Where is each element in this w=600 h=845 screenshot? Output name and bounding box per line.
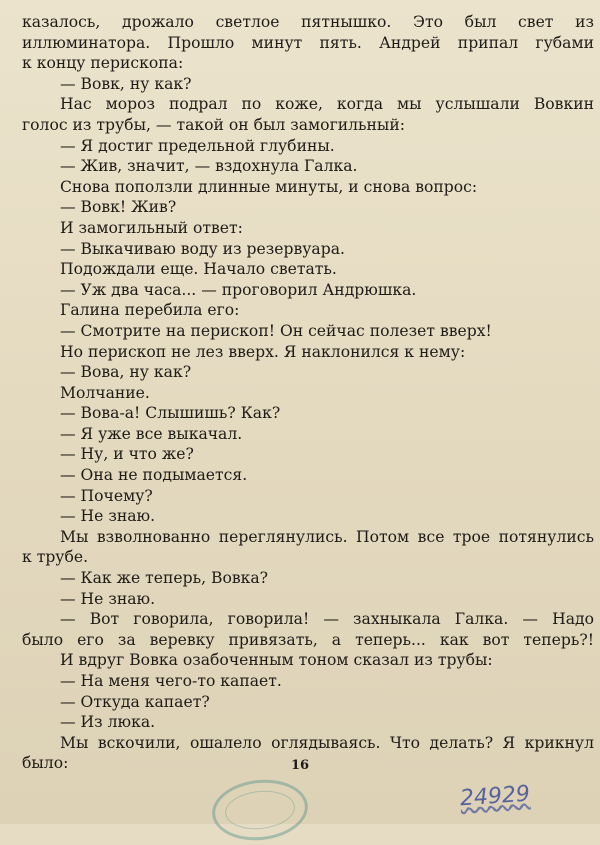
text-line: — Я достиг предельной глубины. [60, 136, 335, 155]
text-line: И вдруг Вовка озабоченным тоном сказал из трубы: [60, 651, 493, 670]
text-line: — Вовк, ну как? [60, 74, 192, 93]
text-line: Нас мороз подрал по коже, когда мы услышали Вовкин [60, 95, 594, 114]
library-stamp-inner-ring [223, 787, 297, 832]
text-line: — Ну, и что же? [60, 445, 194, 464]
text-line: Мы взволнованно переглянулись. Потом все трое потянулись [60, 527, 594, 546]
text-line: — Она не подымается. [60, 466, 248, 485]
text-line: было его за веревку привязать, а теперь... как вот теперь?! [22, 630, 594, 649]
page-number: 16 [290, 758, 310, 773]
text-line: к концу перископа: [22, 54, 184, 73]
library-stamp [209, 775, 311, 845]
text-line: к трубе. [22, 548, 89, 567]
text-line: — Вовк! Жив? [60, 198, 177, 217]
text-line: — Из люка. [60, 713, 156, 732]
text-line: — Выкачиваю воду из резервуара. [60, 239, 345, 258]
text-line: — Не знаю. [60, 507, 156, 526]
text-line: — Я уже все выкачал. [60, 424, 243, 443]
text-line: Галина перебила его: [60, 301, 240, 320]
text-line: — Вова, ну как? [60, 363, 192, 382]
text-line: — Смотрите на перископ! Он сейчас полезет вверх! [60, 321, 492, 340]
body-text [22, 12, 594, 774]
text-line: Но перископ не лез вверх. Я наклонился к нему: [60, 342, 466, 361]
text-line: — Вова-а! Слышишь? Как? [60, 404, 281, 423]
text-line: Снова поползли длинные минуты, и снова вопрос: [60, 177, 478, 196]
text-line: было: [22, 754, 69, 773]
text-line: Молчание. [60, 383, 150, 402]
text-line: — На меня чего-то капает. [60, 672, 282, 690]
text-line: Подождали еще. Начало светать. [60, 260, 337, 279]
text-line: иллюминатора. Прошло минут пять. Андрей припал губами [22, 33, 594, 52]
text-line: — Почему? [60, 486, 153, 505]
text-line: — Как же теперь, Вовка? [60, 569, 269, 588]
text-line: голос из трубы, — такой он был замогильный: [22, 115, 405, 134]
text-line: — Откуда капает? [60, 692, 210, 711]
inventory-mark: 24929 [459, 781, 531, 812]
text-line: — Вот говорила, говорила! — захныкала Галка. — Надо [60, 610, 594, 629]
text-line: — Не знаю. [60, 589, 156, 608]
text-line: И замогильный ответ: [60, 218, 243, 237]
text-line: — Жив, значит, — вздохнула Галка. [60, 157, 358, 176]
text-line: казалось, дрожало светлое пятнышко. Это был свет из [22, 13, 594, 31]
text-line: — Уж два часа... — проговорил Андрюшка. [60, 280, 417, 299]
text-line: Мы вскочили, ошалело оглядываясь. Что делать? Я крикнул [60, 733, 594, 752]
